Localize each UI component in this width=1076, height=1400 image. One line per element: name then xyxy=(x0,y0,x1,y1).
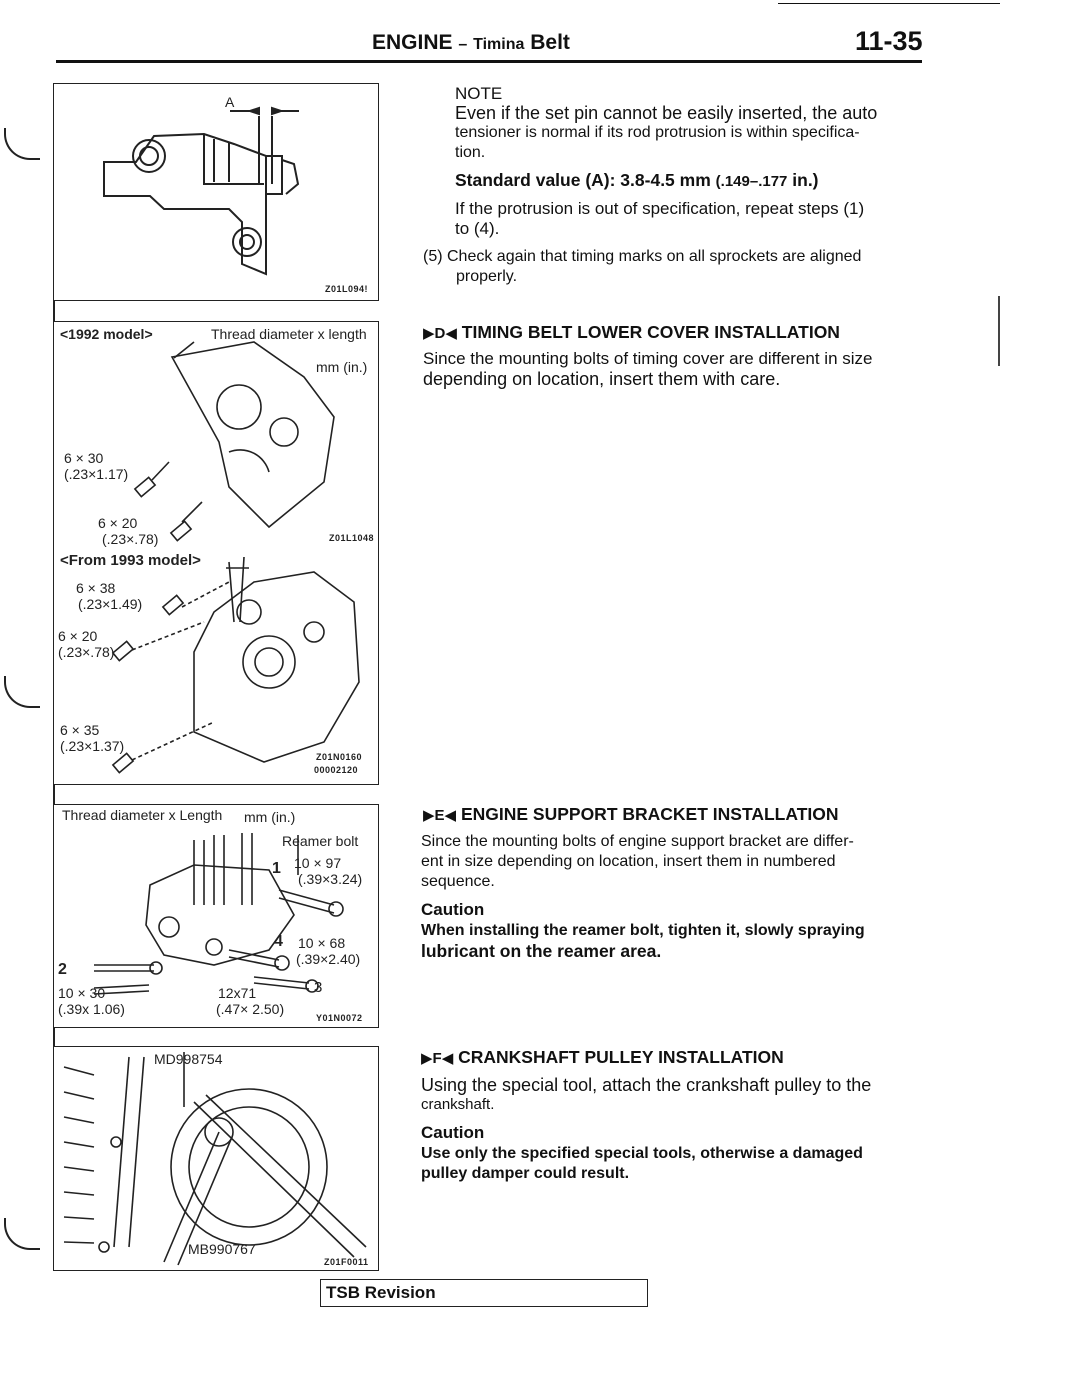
special-tool-label: MB990767 xyxy=(188,1241,256,1257)
note-text: tensioner is normal if its rod protrusion is within specifica- xyxy=(455,124,860,141)
section-f-heading: ▶F◀ CRANKSHAFT PULLEY INSTALLATION xyxy=(421,1047,784,1067)
section-d-heading: ▶D◀ TIMING BELT LOWER COVER INSTALLATION xyxy=(423,322,840,342)
bolt-size: 6 × 38 xyxy=(76,580,116,596)
binder-hole-mark xyxy=(4,676,40,708)
note-text: tion. xyxy=(455,144,486,161)
figure-code: Z01L1048 xyxy=(329,533,375,543)
bolt-size-inches: (.23×1.37) xyxy=(60,738,125,754)
figure-code: 00002120 xyxy=(314,765,359,775)
section-e-heading: ▶E◀ ENGINE SUPPORT BRACKET INSTALLATION xyxy=(423,804,839,824)
bolt-size-inches: (.23×1.49) xyxy=(78,596,143,612)
header-rule xyxy=(56,60,922,63)
step-5-text: properly. xyxy=(456,268,518,285)
bolt-size: 10 × 97 xyxy=(294,855,342,871)
figure-lower-cover-bolts xyxy=(53,321,379,785)
note-text: Even if the set pin cannot be easily inserted, the auto xyxy=(455,103,878,123)
unit-label: mm (in.) xyxy=(244,809,296,825)
tensioner-drawing xyxy=(54,84,378,300)
standard-value: Standard value (A): 3.8-4.5 mm (.149–.177 in.) xyxy=(455,170,819,190)
bolt-size: 12x71 xyxy=(218,985,257,1001)
thread-header: Thread diameter x length xyxy=(211,326,367,342)
unit-label: mm (in.) xyxy=(316,359,368,375)
reamer-bolt-label: Reamer bolt xyxy=(282,833,359,849)
tsb-revision-label: TSB Revision xyxy=(326,1283,436,1302)
bolt-size-inches: (.39x 1.06) xyxy=(58,1001,125,1017)
bolt-size-inches: (.39×3.24) xyxy=(298,871,363,887)
top-rule xyxy=(778,3,1000,4)
figure-code: Y01N0072 xyxy=(316,1013,363,1023)
binder-hole-mark xyxy=(4,1218,40,1250)
bolt-number: 4 xyxy=(274,933,283,950)
page-number: 11-35 xyxy=(855,26,923,56)
tsb-revision-box xyxy=(320,1279,648,1307)
section-d-text: depending on location, insert them with care. xyxy=(423,369,781,389)
bolt-size-inches: (.23×1.17) xyxy=(64,466,129,482)
caution-text: When installing the reamer bolt, tighten it, slowly spraying xyxy=(421,922,865,939)
section-e-text: ent in size depending on location, insert them in numbered xyxy=(421,853,836,870)
caution-text: pulley damper could result. xyxy=(421,1165,630,1182)
bolt-size: 6 × 35 xyxy=(60,722,100,738)
revision-bar xyxy=(998,296,1000,366)
figure-tensioner-protrusion xyxy=(53,83,379,301)
bolt-number: 2 xyxy=(58,961,67,978)
section-f-text: crankshaft. xyxy=(421,1096,495,1113)
figure-code: Z01L094! xyxy=(325,284,369,294)
bolt-size: 6 × 20 xyxy=(98,515,138,531)
model-1993-label: <From 1993 model> xyxy=(60,552,201,569)
crankshaft-pulley-drawing xyxy=(54,1047,378,1270)
page-header-title: ENGINE – Timina Belt xyxy=(372,31,570,54)
caution-label: Caution xyxy=(421,1123,485,1142)
dimension-a-label: A xyxy=(225,94,235,110)
repeat-text: to (4). xyxy=(455,219,500,238)
section-e-text: Since the mounting bolts of engine support bracket are differ- xyxy=(421,833,854,850)
bolt-size: 6 × 30 xyxy=(64,450,104,466)
bolt-size: 6 × 20 xyxy=(58,628,98,644)
bolt-number: 1 xyxy=(272,860,281,877)
caution-label: Caution xyxy=(421,900,485,919)
special-tool-label: MD998754 xyxy=(154,1051,223,1067)
figure-code: Z01N0160 xyxy=(316,752,363,762)
figure-support-bracket-bolts xyxy=(53,804,379,1028)
bolt-size-inches: (.47× 2.50) xyxy=(216,1001,285,1017)
bolt-size-inches: (.39×2.40) xyxy=(296,951,361,967)
bolt-number: 3 xyxy=(314,979,323,996)
binder-hole-mark xyxy=(4,128,40,160)
note-label: NOTE xyxy=(455,84,503,103)
bolt-size-inches: (.23×.78) xyxy=(58,644,115,660)
section-d-text: Since the mounting bolts of timing cover are different in size xyxy=(423,349,873,368)
model-1992-label: <1992 model> xyxy=(60,326,153,342)
section-e-text: sequence. xyxy=(421,873,495,890)
repeat-text: If the protrusion is out of specification, repeat steps (1) xyxy=(455,199,865,218)
bolt-size-inches: (.23×.78) xyxy=(102,531,159,547)
figure-crankshaft-pulley-tools xyxy=(53,1046,379,1271)
bolt-size: 10 × 30 xyxy=(58,985,106,1001)
step-5-text: (5) Check again that timing marks on all sprockets are aligned xyxy=(423,248,862,265)
caution-text: Use only the specified special tools, otherwise a damaged xyxy=(421,1145,863,1162)
thread-header: Thread diameter x Length xyxy=(62,807,223,823)
figure-code: Z01F0011 xyxy=(324,1257,369,1267)
section-f-text: Using the special tool, attach the crankshaft pulley to the xyxy=(421,1075,872,1095)
caution-text: lubricant on the reamer area. xyxy=(421,941,662,961)
bolt-size: 10 × 68 xyxy=(298,935,346,951)
